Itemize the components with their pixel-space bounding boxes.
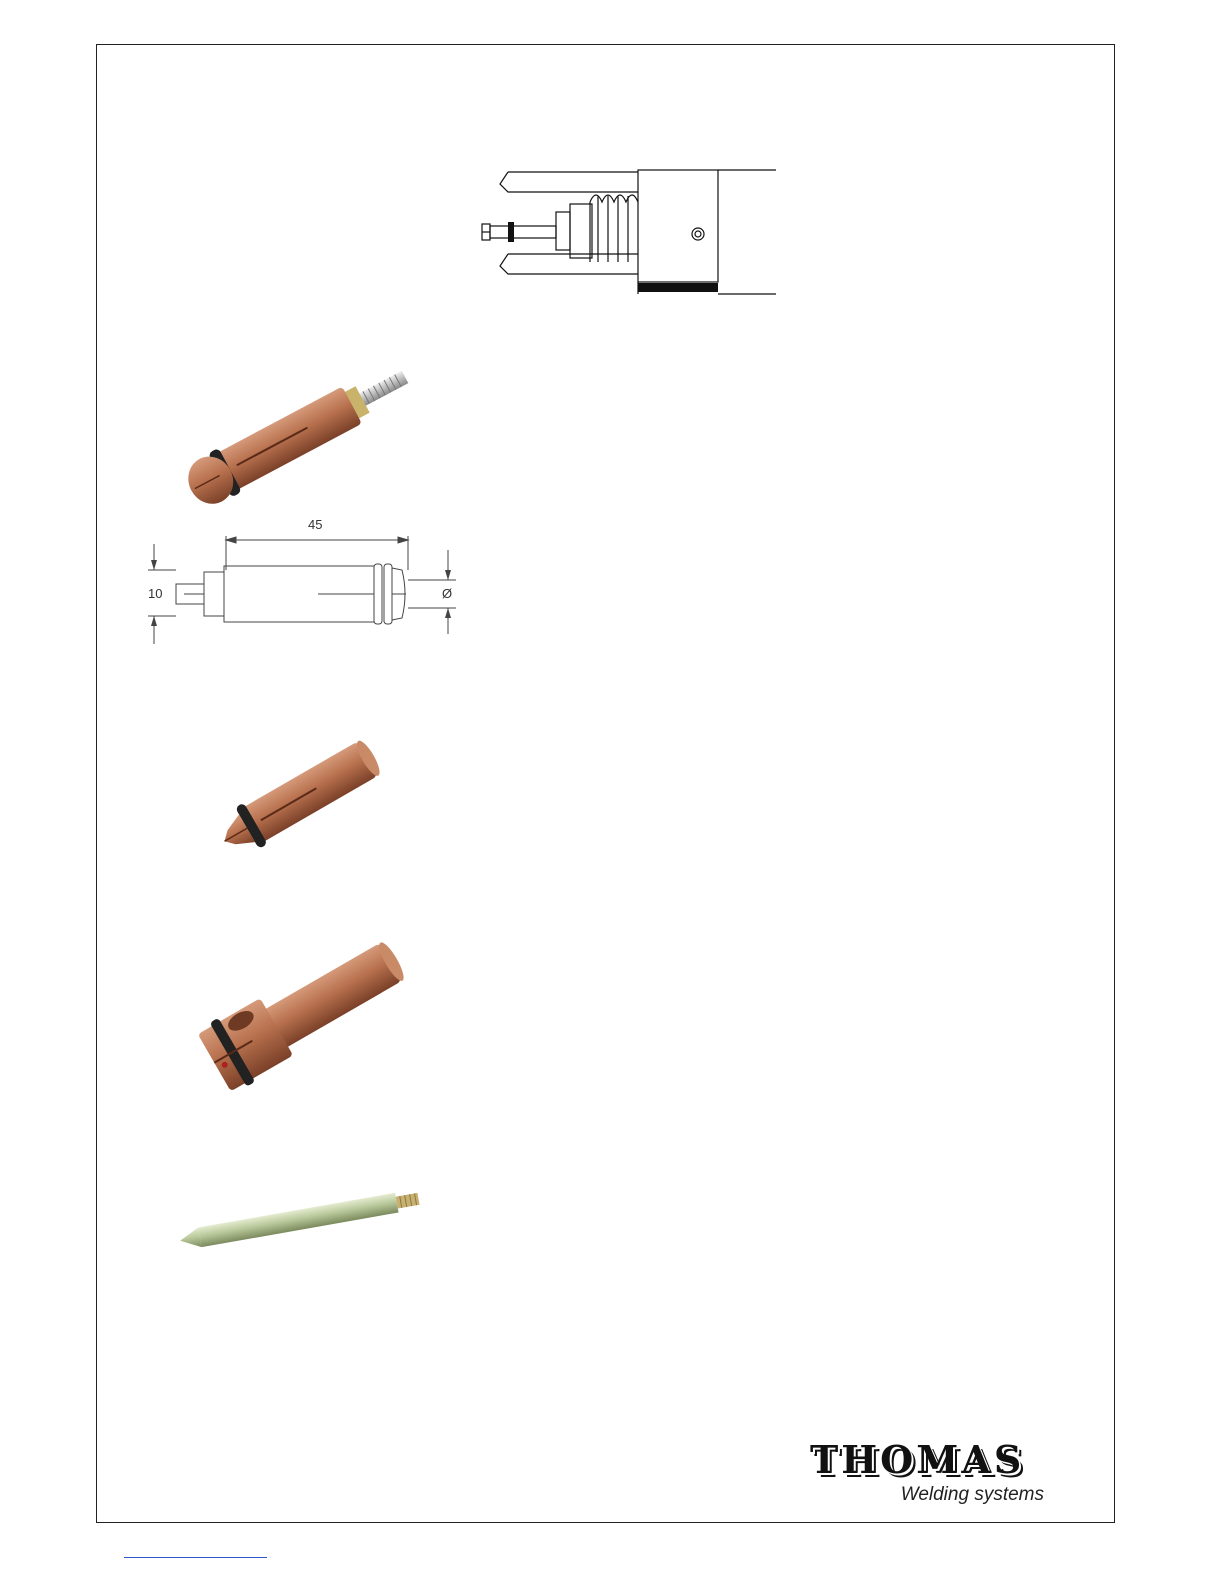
collet-electrode-image xyxy=(200,740,400,860)
diameter-dimension-label: Ø xyxy=(442,586,453,601)
thomas-logo xyxy=(808,1437,1048,1510)
collet-electrode-threaded-image xyxy=(170,360,430,510)
length-dimension-label: 45 xyxy=(308,517,323,532)
logo-tagline: Welding systems xyxy=(900,1484,1044,1505)
footer-link-underline xyxy=(124,1557,267,1558)
tool-assembly-drawing xyxy=(478,166,778,298)
dimension-drawing xyxy=(140,510,470,650)
clamp-electrode-image xyxy=(186,940,416,1090)
height-dimension-label: 10 xyxy=(148,586,163,601)
steel-pointed-pin-image xyxy=(168,1178,428,1258)
logo-wordmark: THOMAS xyxy=(810,1437,1025,1482)
